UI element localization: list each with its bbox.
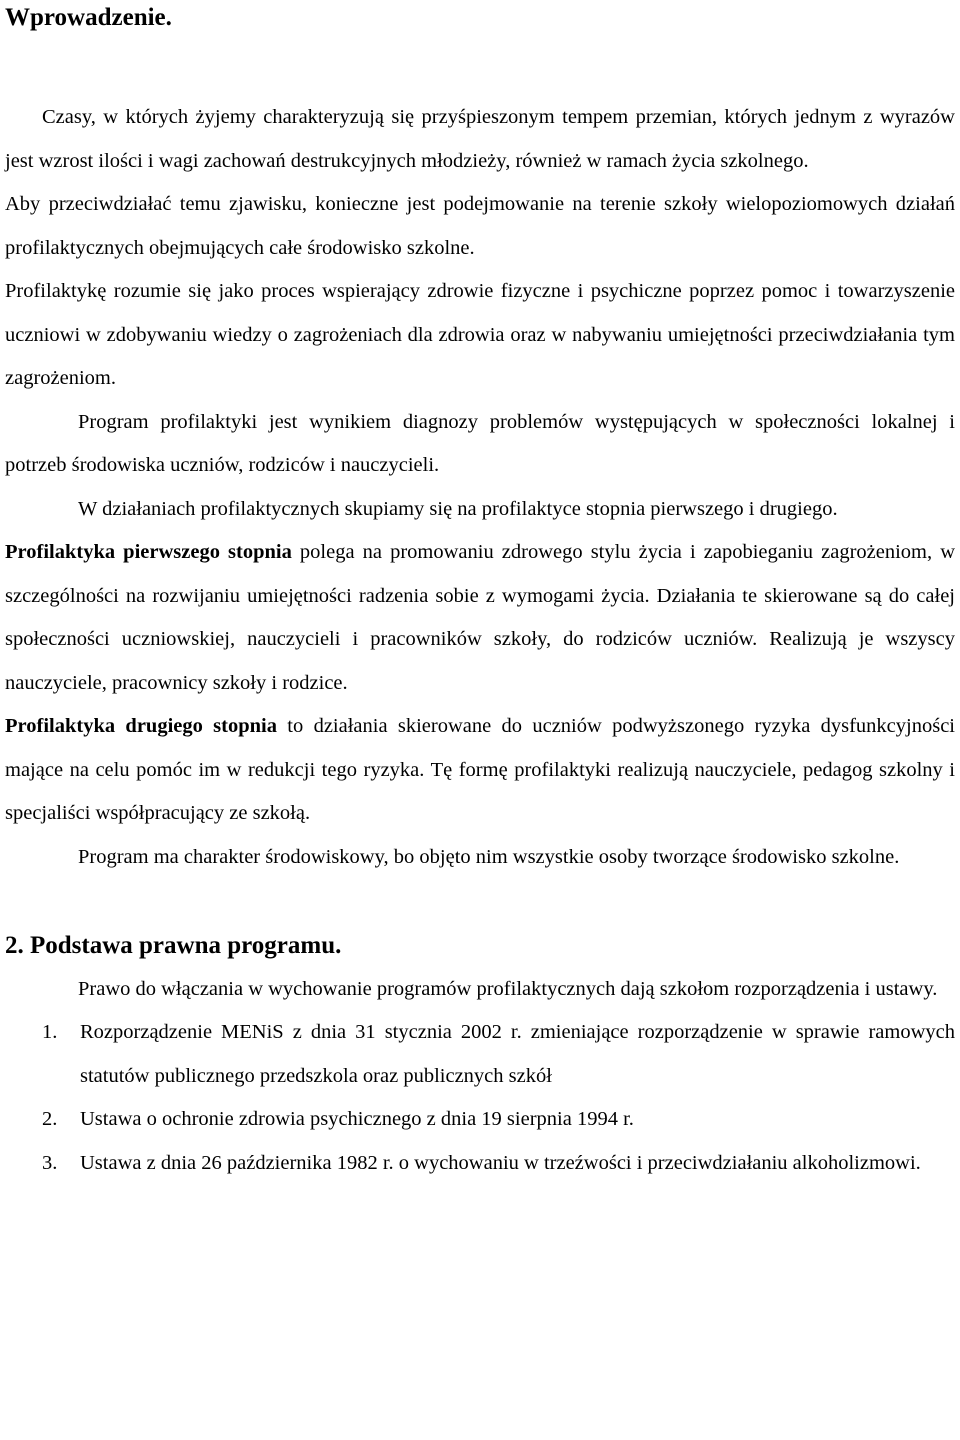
list-item-number: 2. [42,1108,58,1130]
intro-paragraph-5: W działaniach profilaktycznych skupiamy się na profilaktyce stopnia pierwszego i drugiego. [78,497,838,520]
prevention-first-degree-text: polega na promowaniu zdrowego stylu życia i zapobieganiu zagrożeniom, w szczególności na rozwijaniu umiejętności radzenia sobie z wymogami życia. Działania te skierowane są do całej społeczności uczniowskiej, nauczycieli i pracowników szkoły, do rodziców uczniów. Realizują je wszyscy nauczyciele, pracownicy szkoły i rodzice. [5,541,955,694]
list-item [5,1098,955,1142]
intro-paragraph-4: Program profilaktyki jest wynikiem diagnozy problemów występujących w społeczności lokalnej i potrzeb środowiska uczniów, rodziców i nauczycieli. [5,410,955,476]
prevention-first-degree-term: Profilaktyka pierwszego stopnia [5,541,292,563]
intro-paragraph-2: Aby przeciwdziałać temu zjawisku, konieczne jest podejmowanie na terenie szkoły wielopoziomowych działań profilaktycznych obejmujących całe środowisko szkolne. [5,193,955,259]
prevention-first-degree-paragraph [5,531,955,705]
intro-paragraph-1: Czasy, w których żyjemy charakteryzują się przyśpieszonym tempem przemian, których jednym z wyrazów jest wzrost ilości i wagi zachowań destrukcyjnych młodzieży, również w ramach życia szkolnego. [5,106,955,172]
intro-paragraph-3: Profilaktykę rozumie się jako proces wspierający zdrowie fizyczne i psychiczne poprzez pomoc i towarzyszenie uczniowi w zdobywaniu wiedzy o zagrożeniach dla zdrowia oraz w nabywaniu umiejętności przeciwdziałania tym zagrożeniom. [5,280,955,389]
list-item-number: 3. [42,1151,58,1174]
prevention-second-degree-term: Profilaktyka drugiego stopnia [5,715,277,737]
document-page [5,0,955,1185]
prevention-second-degree-paragraph [5,705,955,836]
list-item [5,1011,955,1098]
legal-basis-list [5,1011,955,1185]
document-title: Wprowadzenie. [5,4,172,31]
section-2-heading: 2. Podstawa prawna programu. [5,932,342,959]
prevention-second-degree-text: to działania skierowane do uczniów podwyższonego ryzyka dysfunkcyjności mające na celu pomóc im w redukcji tego ryzyka. Tę formę profilaktyki realizują nauczyciele, pedagog szkolny i specjaliści współpracujący ze szkołą. [5,715,955,824]
section-2-lead: Prawo do włączania w wychowanie programów profilaktycznych dają szkołom rozporządzenia i ustawy. [78,977,938,1000]
list-item [5,1142,955,1186]
list-item-text: Rozporządzenie MENiS z dnia 31 stycznia 2002 r. zmieniające rozporządzenie w sprawie ramowych statutów publicznego przedszkola oraz publicznych szkół [80,1021,955,1087]
intro-paragraph-8: Program ma charakter środowiskowy, bo objęto nim wszystkie osoby tworzące środowisko szkolne. [78,845,900,868]
list-item-number: 1. [42,1021,58,1043]
list-item-text: Ustawa o ochronie zdrowia psychicznego z dnia 19 sierpnia 1994 r. [80,1108,634,1130]
list-item-text: Ustawa z dnia 26 października 1982 r. o wychowaniu w trzeźwości i przeciwdziałaniu alkoholizmowi. [80,1151,921,1174]
